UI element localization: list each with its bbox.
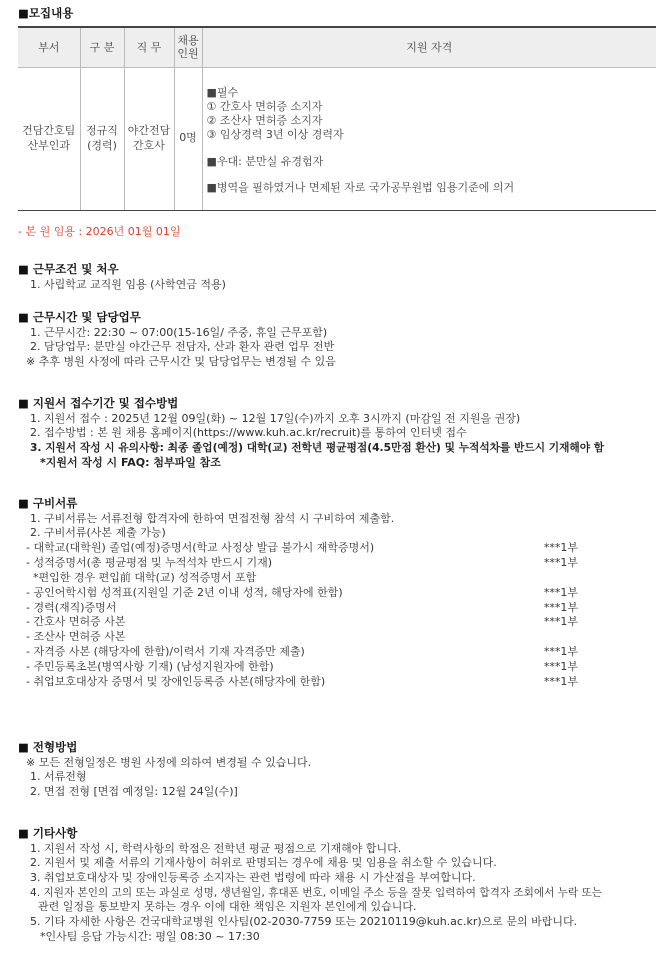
doc-name: - 자격증 사본 (해당자에 한함)/이력서 기재 자격증만 제출) — [26, 645, 305, 659]
header-duty: 직 무 — [124, 27, 174, 67]
cell-type — [80, 67, 124, 210]
etc-item-4b: 관련 일정을 통보받지 못하는 경우 이에 대한 책임은 지원자 본인에게 있습니다. — [38, 900, 417, 914]
qual-req-2: ② 조산사 면허증 소지자 — [206, 114, 323, 128]
selection-note: ※ 모든 전형일정은 병원 사정에 의하여 변경될 수 있습니다. — [26, 755, 312, 769]
duty-line-2: 간호사 — [133, 138, 165, 152]
cell-qual — [202, 67, 656, 210]
doc-name: - 성적증명서(총 평균평점 및 누적석차 반드시 기재) — [26, 556, 273, 570]
apply-section — [18, 396, 658, 470]
selection-title: ■ 전형방법 — [18, 740, 78, 754]
recruit-section-title: ■모집내용 — [18, 6, 74, 20]
list-item — [18, 630, 578, 645]
header-qual: 지원 자격 — [202, 27, 656, 67]
apply-item-1: 1. 지원서 접수 : 2025년 12월 09일(화) ~ 12월 17일(수)까지 오후 3시까지 (마감일 전 지원을 권장) — [30, 411, 521, 425]
work-time-title: ■ 근무시간 및 담당업무 — [18, 310, 141, 324]
selection-item-2: 2. 면접 전형 [면접 예정일: 12월 24일(수)] — [30, 785, 238, 799]
etc-item-2: 2. 지원서 및 제출 서류의 기재사항이 허위로 판명되는 경우에 채용 및 임용을 취소할 수 있습니다. — [30, 856, 497, 870]
doc-qty: ***1부 — [543, 600, 578, 614]
qual-req-1: ① 간호사 면허증 소지자 — [206, 99, 323, 113]
recruit-table — [18, 26, 656, 211]
qual-req-title: ■필수 — [206, 85, 239, 99]
doc-name: *편입한 경우 편입前 대학(교) 성적증명서 포함 — [26, 570, 257, 584]
apply-item-2: 2. 접수방법 : 본 원 채용 홈페이지(https://www.kuh.ac.kr/recruit)를 통하여 인터넷 접수 — [30, 426, 467, 440]
selection-section — [18, 740, 658, 800]
doc-name: - 취업보호대상자 증명서 및 장애인등록증 사본(해당자에 한함) — [26, 674, 326, 688]
list-item — [18, 675, 578, 690]
doc-qty: ***1부 — [543, 556, 578, 570]
etc-item-4a: 4. 지원자 본인의 고의 또는 과실로 성명, 생년월일, 휴대폰 번호, 이메일 주소 등을 잘못 입력하여 합격자 조회에서 누락 또는 — [30, 887, 603, 900]
work-time-item-2: 2. 담당업무: 분만실 야간근무 전담자, 산과 환자 관련 업무 전반 — [30, 340, 335, 354]
work-time-section — [18, 310, 658, 370]
doc-qty: ***1부 — [543, 645, 578, 659]
list-item — [18, 541, 578, 556]
apply-item-3: 3. 지원서 작성 시 유의사항: 최종 졸업(예정) 대학(교) 전학년 평균평점(4.5만점 환산) 및 누적석차를 반드시 기재해야 함 — [30, 441, 605, 455]
docs-item-1: 1. 구비서류는 서류전형 합격자에 한하여 면접전형 참석 시 구비하여 제출함. — [30, 511, 395, 525]
apply-faq: *지원서 작성 시 FAQ: 첨부파일 참조 — [40, 455, 221, 469]
cell-duty — [124, 67, 174, 210]
qual-military: ■병역을 필하였거나 면제된 자로 국가공무원법 임용기준에 의거 — [206, 180, 515, 194]
header-type: 구 분 — [80, 27, 124, 67]
etc-item-5: 5. 기타 자세한 사항은 건국대학교병원 인사팀(02-2030-7759 또는 20210119@kuh.ac.kr)으로 문의 바랍니다. — [30, 915, 578, 929]
recruit-table-header — [18, 27, 656, 67]
doc-name: - 공인어학시험 성적표(지원일 기준 2년 이내 성적, 해당자에 한함) — [26, 585, 343, 599]
doc-qty: ***1부 — [543, 615, 578, 629]
table-row — [18, 67, 656, 210]
doc-name: - 조산사 면허증 사본 — [26, 630, 126, 644]
qual-req-3: ③ 임상경력 3년 이상 경력자 — [206, 128, 344, 142]
work-cond-item-1: 1. 사립학교 교직원 임용 (사학연금 적용) — [30, 277, 226, 291]
dept-line-1: 건담간호팀 — [22, 124, 76, 138]
header-count: 채용 인원 — [174, 27, 202, 67]
doc-name: - 대학교(대학원) 졸업(예정)증명서(학교 사정상 발급 불가시 재학증명서) — [26, 541, 375, 555]
cell-count: 0명 — [174, 67, 202, 210]
doc-qty: ***1부 — [543, 659, 578, 673]
work-time-item-1: 1. 근무시간: 22:30 ~ 07:00(15-16일/ 주중, 휴일 근무포함) — [30, 325, 328, 339]
apply-title: ■ 지원서 접수기간 및 접수방법 — [18, 396, 179, 410]
work-time-note: ※ 추후 병원 사정에 따라 근무시간 및 담당업무는 변경될 수 있음 — [26, 355, 336, 369]
duty-line-1: 야간전담 — [127, 124, 171, 138]
doc-qty: ***1부 — [543, 585, 578, 599]
docs-list — [18, 541, 658, 689]
etc-title: ■ 기타사항 — [18, 826, 78, 840]
type-line-2: (경력) — [87, 138, 117, 152]
list-item — [18, 660, 578, 675]
cell-dept — [18, 67, 80, 210]
doc-name: - 경력(재직)증명서 — [26, 600, 117, 614]
list-item — [18, 601, 578, 616]
list-item — [18, 586, 578, 601]
appointment-date: - 본 원 임용 : 2026년 01월 01일 — [18, 225, 181, 238]
doc-name: - 주민등록초본(병역사항 기재) (남성지원자에 한함) — [26, 659, 274, 673]
type-line-1: 정규직 — [86, 124, 118, 138]
header-dept: 부서 — [18, 27, 80, 67]
dept-line-2: 산부인과 — [27, 138, 70, 152]
list-item — [18, 615, 578, 630]
doc-qty: ***1부 — [543, 674, 578, 688]
etc-section — [18, 826, 658, 945]
work-cond-section — [18, 262, 658, 292]
etc-item-3: 3. 취업보호대상자 및 장애인등록증 소지자는 관련 법령에 따라 채용 시 가산점을 부여합니다. — [30, 871, 476, 885]
doc-name: - 간호사 면허증 사본 — [26, 615, 126, 629]
doc-qty: ***1부 — [543, 541, 578, 555]
docs-item-2: 2. 구비서류(사본 제출 가능) — [30, 526, 166, 540]
list-item — [18, 645, 578, 660]
list-item — [18, 556, 578, 571]
docs-title: ■ 구비서류 — [18, 496, 78, 510]
selection-item-1: 1. 서류전형 — [30, 770, 87, 784]
work-cond-title: ■ 근무조건 및 처우 — [18, 262, 119, 276]
docs-section — [18, 496, 658, 690]
qual-pref: ■우대: 분만실 유경험자 — [206, 154, 324, 168]
etc-hours: *인사팀 응답 가능시간: 평일 08:30 ~ 17:30 — [40, 930, 260, 944]
list-item — [18, 571, 578, 586]
etc-item-1: 1. 지원서 작성 시, 학력사항의 학점은 전학년 평균 평점으로 기재해야 합니다. — [30, 841, 402, 855]
